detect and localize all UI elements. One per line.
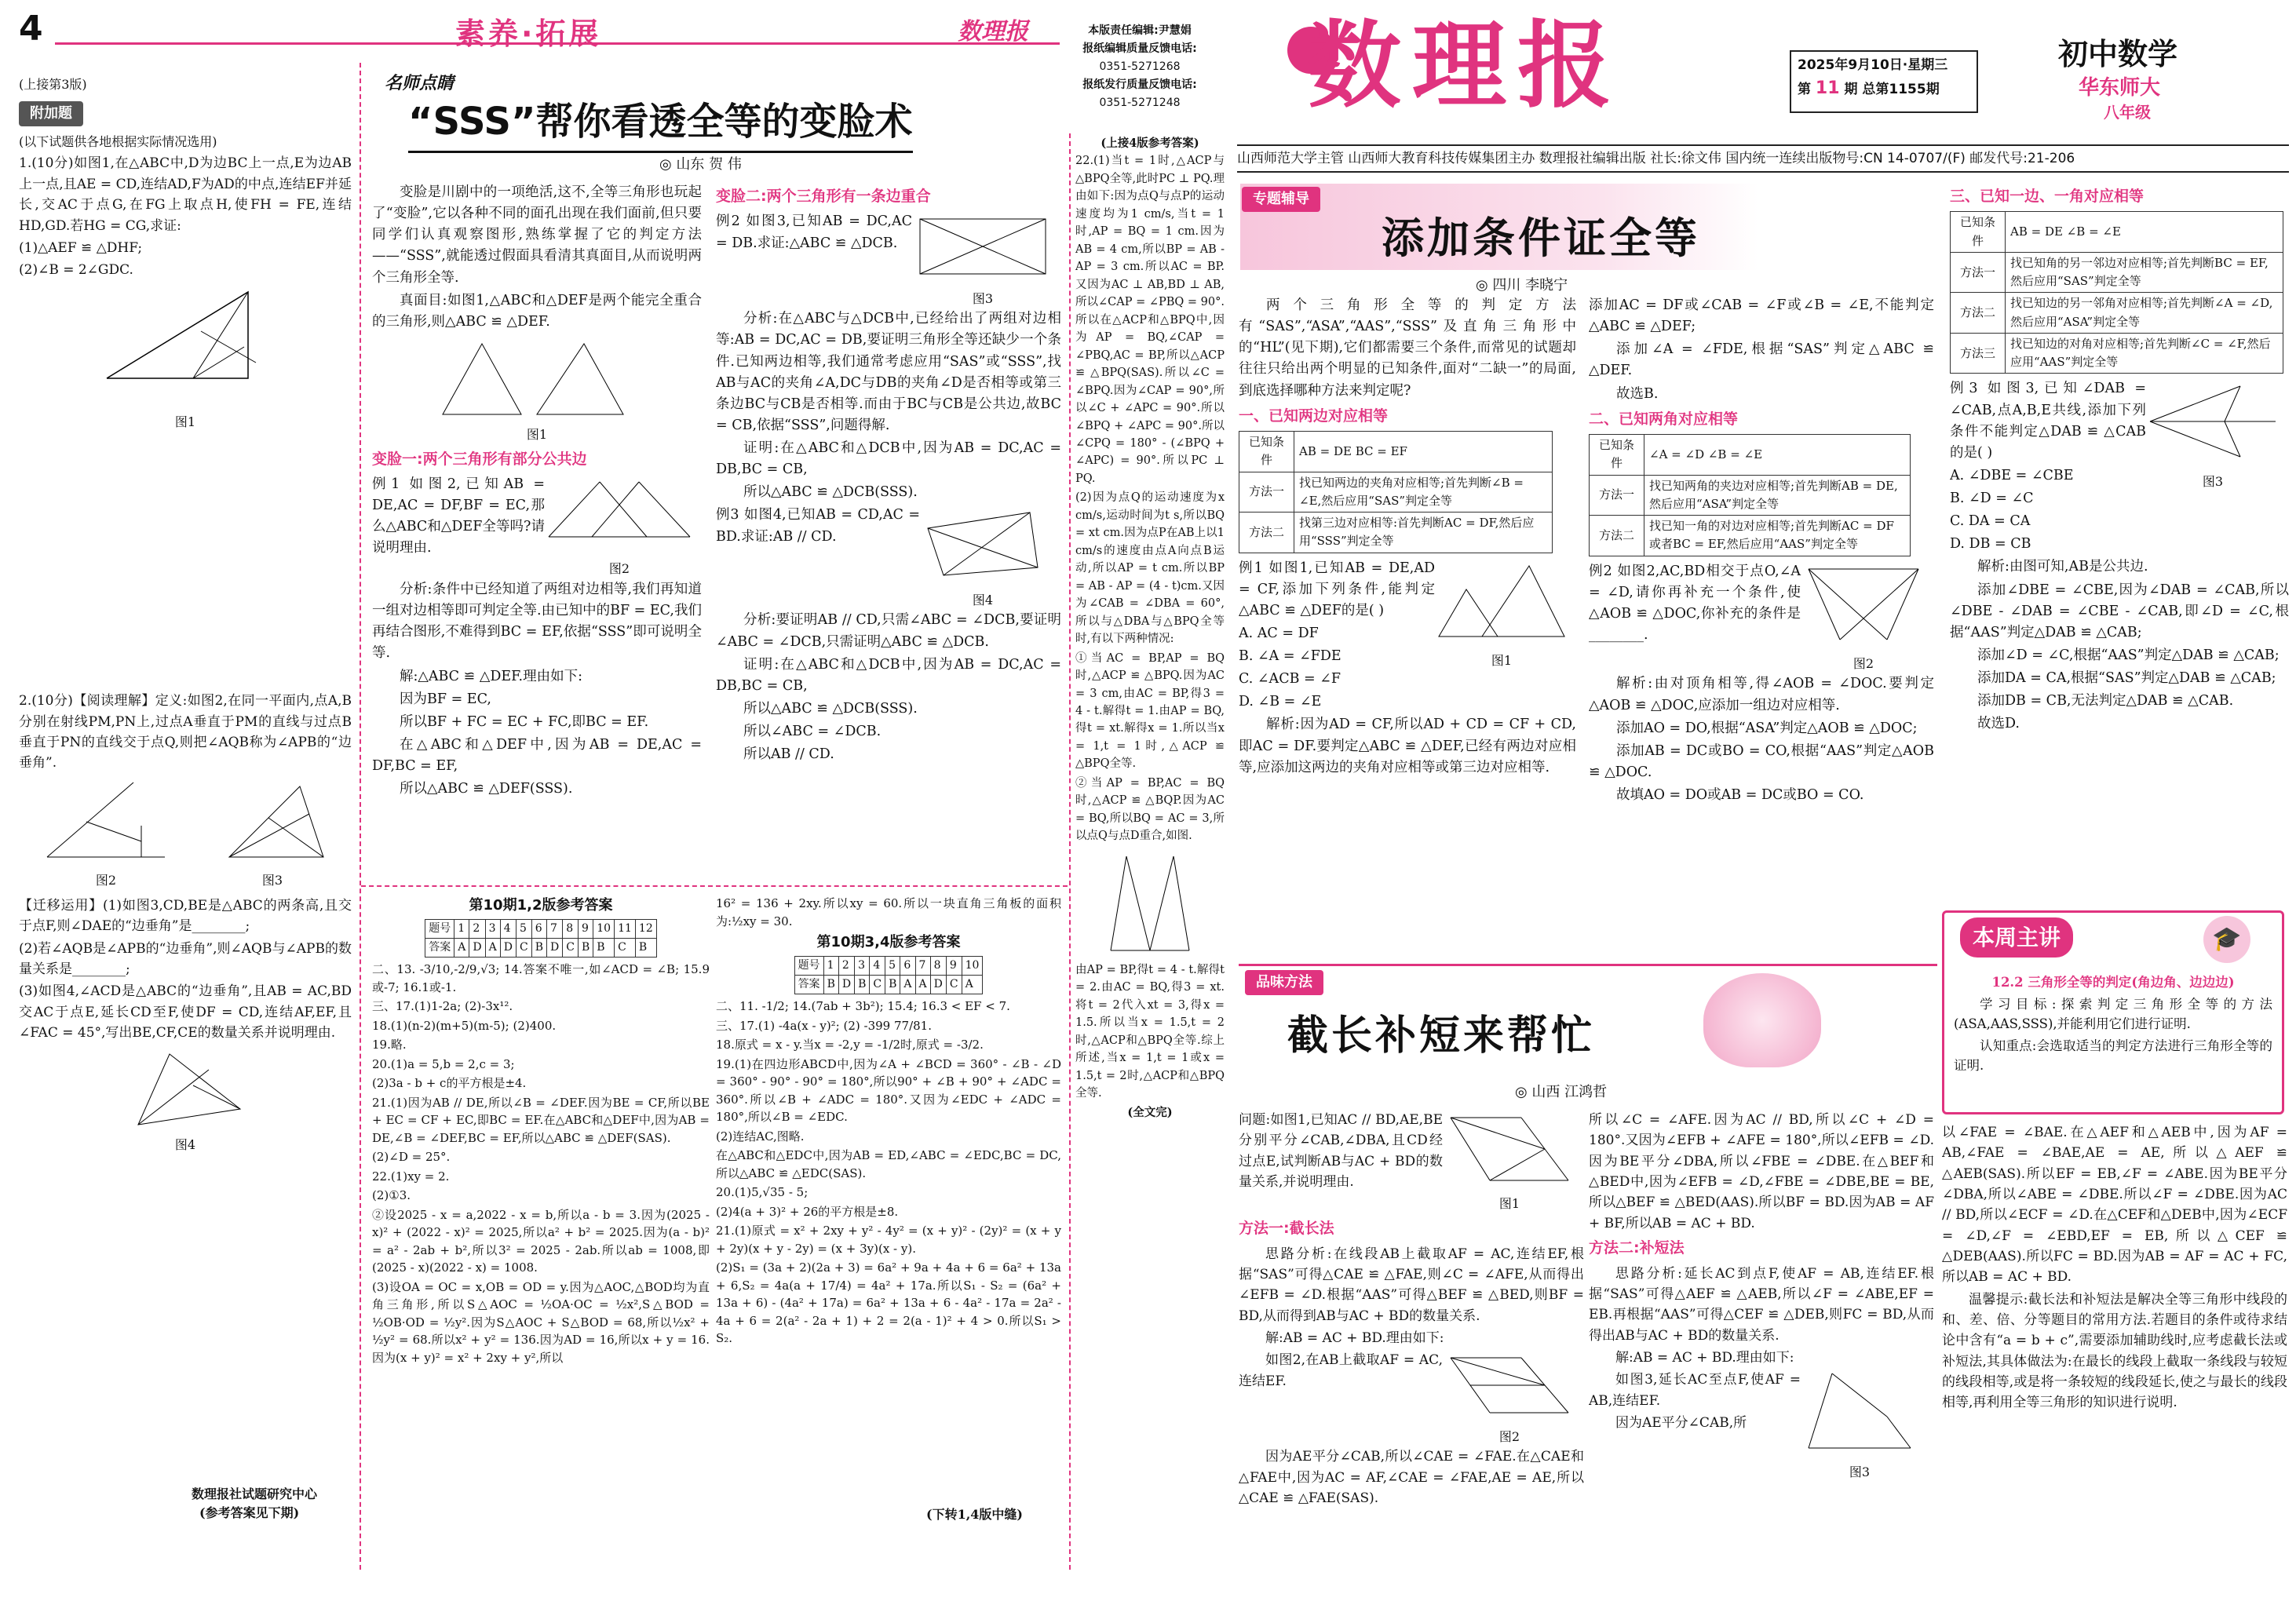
answer-cell: A (485, 939, 500, 958)
answer-line: (3)设OA = OC = x,OB = OD = y.因为△AOC,△BOD均为直角三角形,所以S△AOC = ½OA·OC = ½x²,S△BOD = ½OB·OD = ½y².因为S△AOC + S△BOD = 68,所以½x² + ½y² = 68.所以x² + y² = 136.因为AD = 16,所以x + y = 16.因为(x + y)² = x² + 2xy + y²,所以 (372, 1279, 710, 1365)
answer-cell: 7 (547, 920, 563, 939)
method-row-label: 方法三 (1951, 333, 2006, 374)
proof-3: 证明:在△ABC和△DCB中,因为AB = DC,AC = DB,BC = CB, (716, 656, 1061, 694)
solution-line: 添加DA = CA,根据“SAS”判定△DAB ≌ △CAB; (1977, 670, 2276, 687)
figure-q1 (99, 284, 272, 410)
method-row (1239, 432, 1553, 472)
answer-line: 22.(1)xy = 2. (372, 1169, 450, 1184)
answer-cell: B (823, 976, 838, 994)
solution-1d: 故选B. (1616, 385, 1659, 402)
feature-tag-label: 专题辅导 (1242, 187, 1320, 212)
answer-cell: B (578, 939, 593, 958)
method-step: 如图3,延长AC至点F,使AF = AB,连结EF. (1589, 1372, 1801, 1409)
answer-cell: C (870, 976, 885, 994)
edition: 华东师大 (2079, 76, 2161, 100)
answer-cell: 8 (930, 957, 946, 976)
feature-column-2 (1589, 295, 1934, 954)
method-row-content: 找第三边对应相等:首先判断AC = DF,然后应用“SSS”判定全等 (1294, 513, 1553, 553)
article-author: ◎ 山东 贺 伟 (659, 156, 742, 173)
method-author: ◎ 山西 江鸿哲 (1515, 1084, 1608, 1100)
answer-cell: 11 (615, 920, 636, 939)
method-table-3 (1950, 211, 2283, 374)
solution-2d: 故填AO = DO或AB = DC或BO = CO. (1616, 787, 1864, 804)
figure-caption: 图1 (1498, 1196, 1520, 1212)
method-row-label: 方法一 (1590, 475, 1644, 516)
method-row-content: 找已知边的对角对应相等;首先判断∠C = ∠F,然后应用“AAS”判定全等 (2006, 333, 2283, 374)
question-2c: (3)如图4,∠ACD是△ABC的“边垂角”,且AB = AC,BD交AC于点E,延长CD至F,使DF = CD,连结AF,EF,且∠FAC = 45°,写出BE,CF,CE的数量关系并说明理由. (19, 983, 352, 1041)
answer-cell: 12 (635, 920, 656, 939)
answer-line: 19.(1)在四边形ABCD中,因为∠A + ∠BCD = 360° - ∠B - ∠D = 360° - 90° - 90° = 180°,所以90° + ∠B + 90° + ∠ADC = 360°.所以∠B + ∠ADC = 180°.又因为∠EDC + ∠ADC = 180°,所以∠B = ∠EDC. (716, 1056, 1061, 1124)
choice-option: B. ∠A = ∠FDE (1239, 648, 1341, 665)
question-2b: (2)若∠AQB是∠APB的“边垂角”,则∠AQB与∠APB的数量关系是________; (19, 940, 352, 977)
solution-1a: 因为BF = EC, (400, 691, 491, 707)
answer-table-2 (794, 956, 984, 994)
method-row-label: 方法二 (1590, 516, 1644, 556)
choice-option: D. ∠B = ∠E (1239, 694, 1322, 710)
weekly-focus: 认知重点:会选取适当的判定方法进行三角形全等的证明. (1954, 1038, 2272, 1074)
method-step: 因为AE平分∠CAB,所 (1615, 1414, 1747, 1431)
proof-3b: 所以△ABC ≌ △DCB(SSS). (743, 700, 918, 717)
answer-cell: 10 (962, 957, 983, 976)
figure-caption: 图4 (972, 592, 994, 607)
method-rule (1239, 964, 1937, 966)
article-figure-1 (435, 336, 639, 422)
example-2: 例2 如图3,已知AB = DC,AC = DB.求证:△ABC ≌ △DCB. (716, 213, 912, 251)
method-row-content: 找已知边的另一邻角对应相等;首先判断∠A = ∠D,然后应用“ASA”判定全等 (2006, 293, 2283, 334)
answer-cell: 2 (838, 957, 854, 976)
choice-option: D. DB = CB (1950, 536, 2031, 553)
solution-1: 解析:因为AD = CF,所以AD + CD = CF + CD,即AC = DF.要判定△ABC ≌ △DEF,已经有两边对应相等,应添加这两边的夹角对应相等或第三边对应相等. (1239, 717, 1576, 775)
feature-figure-3 (2146, 378, 2280, 465)
answer-line: (2)①3. (372, 1188, 411, 1202)
method-row (1239, 472, 1553, 513)
section-title: 素养·拓展 (455, 16, 602, 51)
question-1a: (1)△AEF ≌ △DHF; (19, 239, 143, 256)
answer-line: (2)S₁ = (3a + 2)(2a + 3) = 6a² + 9a + 4a + 6 = 6a² + 13a + 6,S₂ = 4a(a + 17/4) = 4a² + 17a.所以S₁ - S₂ = (6a² + 13a + 6) - (4a² + 17a) = 6a² + 13a + 6 - 4a² - 17a = 2a² - 4a + 6 = 2(a² - 2a + 1) + 2 = 2(a - 1)² + 4 > 0.所以S₁ > S₂. (716, 1260, 1061, 1345)
question-2: 2.(10分)【阅读理解】定义:如图2,在同一平面内,点A,B分别在射线PM,PN上,过点A垂直于PM的直线与过点B垂直于PN的直线交于点Q,则把∠AQB称为∠APB的“边垂角”. (19, 693, 352, 771)
answer-cell: A (962, 976, 983, 994)
continued-from: (上接第3版) (19, 77, 87, 92)
feature-title: 添加条件证全等 (1382, 213, 1700, 263)
answer-cell: 1 (823, 957, 838, 976)
answer-cell: 6 (531, 920, 546, 939)
figure-caption: 图2 (608, 561, 630, 577)
solution-1c: 在△ABC和△DEF中,因为AB = DE,AC = DF,BC = EF, (372, 736, 702, 775)
solution-line: 添加DB = CB,无法判定△DAB ≌ △CAB. (1977, 693, 2234, 709)
feature-author: ◎ 四川 李晓宁 (1476, 277, 1568, 294)
figure-caption: 图2 (95, 873, 117, 888)
example-1: 例1 如图1,已知AB = DE,AD = CF,添加下列条件,能判定△ABC ≌ △DEF的是( ) (1239, 560, 1435, 618)
answer-cell: 2 (469, 920, 485, 939)
method-row-content: 找已知两角的夹边对应相等;首先判断AB = DE,然后应用“ASA”判定全等 (1644, 475, 1911, 516)
feature-figure-1 (1435, 558, 1568, 644)
proof-2: 证明:在△ABC和△DCB中,因为AB = DC,AC = DB,BC = CB, (716, 440, 1061, 478)
choice-option: B. ∠D = ∠C (1950, 491, 2034, 507)
publisher-line: 山西师范大学主管 山西师大教育科技传媒集团主办 数理报社编辑出版 社长:徐文伟 国内统一连续出版物号:CN 14-0707/(F) 邮发代号:21-206 (1237, 151, 2075, 166)
feature-tag (1242, 187, 1320, 212)
analysis-3: 分析:要证明AB // CD,只需∠ABC = ∠DCB,要证明∠ABC = ∠DCB,只需证明△ABC ≌ △DCB. (716, 612, 1061, 650)
answer-cell: 答案 (794, 976, 823, 994)
method-row (1951, 212, 2283, 253)
editor-line: 本版责任编辑:尹慧娟 (1088, 24, 1192, 37)
method-solution-1: 解:AB = AC + BD.理由如下: (1265, 1330, 1444, 1346)
article-title: “SSS”帮你看透全等的变脸术 (408, 93, 913, 153)
solution-3: 解析:由图可知,AB是公共边. (1977, 559, 2148, 575)
method-row-label: 方法一 (1239, 472, 1294, 513)
method-row-content: AB = DE ∠B = ∠E (2006, 212, 2283, 253)
answer-cell: A (454, 939, 469, 958)
column-tag: 名师点睛 (385, 74, 454, 93)
midstrip-figure (1103, 848, 1197, 958)
choice-option: A. AC = DF (1239, 625, 1319, 641)
addon-label: 附加题 (19, 101, 83, 126)
method-column-3 (1942, 1122, 2287, 1593)
answer-line: (2)连结AC,图略. (716, 1129, 805, 1144)
figure-caption: 图3 (1849, 1464, 1871, 1479)
solution-1b: 添加AC = DF或∠CAB = ∠F或∠B = ∠E,不能判定△ABC ≌ △DEF; (1589, 297, 1934, 335)
answer-cell: 题号 (425, 920, 454, 939)
brand-small: 数理报 (958, 18, 1028, 46)
method-row-content: 找已知两边的夹角对应相等;首先判断∠B = ∠E,然后应用“SAS”判定全等 (1294, 472, 1553, 513)
midstrip-text: 22.(1)当t = 1时,△ACP与△BPQ全等,此时PC ⊥ PQ.理由如下:因为点Q与点P的运动速度均为1 cm/s,当t = 1时,AP = BQ = 1 cm.因为AB = 4 cm,所以BP = AB - AP = 3 cm.所以AC = BP.又因为AC ⊥ AB,BD ⊥ AB,所以∠CAP = ∠PBQ = 90°.所以在△ACP和△BPQ中,因为AP = BQ,∠CAP = ∠PBQ,AC = BP,所以△ACP ≌ △BPQ(SAS).所以∠C = ∠BPQ.因为∠CAP = 90°,所以∠C + ∠APC = 90°.所以∠BPQ + ∠APC = 90°.所以∠CPQ = 180° - (∠BPQ + ∠APC) = 90°.所以PC ⊥ PQ. (1075, 155, 1225, 485)
method-heading: 方法二:补短法 (1589, 1239, 1685, 1257)
answer-cell: D (500, 939, 516, 958)
figure-q2 (39, 779, 173, 865)
answer-line: 三、17.(1) -4a(x - y)²; (2) -399 77/81. (716, 1018, 932, 1033)
method-step: 因为AE平分∠CAB,所以∠CAE = ∠FAE.在△CAE和△FAE中,因为AC = AF,∠CAE = ∠FAE,AE = AE,所以△CAE ≌ △FAE(SAS). (1239, 1449, 1584, 1507)
figure-caption: 图3 (261, 873, 283, 888)
subheading: 一、已知两边对应相等 (1239, 407, 1389, 425)
choice-option: C. DA = CA (1950, 513, 2031, 530)
addon-note: (以下试题供各地根据实际情况选用) (19, 133, 217, 149)
answer-line: 19.略. (372, 1038, 407, 1052)
method-row (1951, 333, 2283, 374)
method-tip: 温馨提示:截长法和补短法是解决全等三角形中线段的和、差、倍、分等题目的常用方法.若题目的条件或待求结论中含有“a = b + c”,需要添加辅助线时,应考虑截长法或补短法,其具体做法为:在最长的线段上截取一条线段与较短的线段相等,或是将一条较短的线段延长,使之与最长的线段相等,再利用全等三角形的知识进行说明. (1942, 1291, 2287, 1411)
method-column-1 (1239, 1110, 1584, 1581)
solution-line: 故选D. (1977, 716, 2020, 732)
method-column-2 (1589, 1110, 1934, 1581)
answer-cell: D (838, 976, 854, 994)
answer-cell: D (547, 939, 563, 958)
proof-2b: 所以△ABC ≌ △DCB(SSS). (743, 484, 918, 501)
answer-line: 二、13. -3/10,-2/9,√3; 14.答案不唯一,如∠ACD = ∠B; 15.9或-7; 16.1或-1. (372, 962, 710, 994)
subheading: 二、已知两角对应相等 (1589, 410, 1739, 428)
answer-cell: C (615, 939, 636, 958)
answer-line: ②设2025 - x = a,2022 - x = b,所以a - b = 3.因为(2025 - x)² + (2022 - x)² = 2025,所以a² + b² = 2025.因为(a - b)² = a² - 2ab + b²,所以3² = 2025 - 2ab.所以ab = 1008,即(2025 - x)(2022 - x) = 1008. (372, 1207, 710, 1275)
solution-2c: 添加AB = DC或BO = CO,根据“AAS”判定△AOB ≌ △DOC. (1589, 742, 1934, 780)
editor-box (1071, 22, 1209, 112)
method-step: 以∠FAE = ∠BAE.在△AEF和△AEB中,因为AF = AB,∠FAE = ∠BAE,AE = AE,所以△AEF ≌ △AEB(SAS).所以EF = EB,∠F = ∠ABE.因为BE平分∠DBA,所以∠ABE = ∠DBE.所以∠F = ∠DBE.因为AC // BD,所以∠ECF = ∠D.在△CEF和△DEB中,因为∠ECF = ∠D,∠F = ∠EBD,EF = EB,所以△CEF ≌ △DEB(AAS).所以FC = BD.因为AB = AF = AC + FC,所以AB = AC + BD. (1942, 1125, 2287, 1286)
method-row-label: 已知条件 (1951, 212, 2006, 253)
subheading: 变脸一:两个三角形有部分公共边 (372, 450, 587, 468)
answer-cell: 9 (578, 920, 593, 939)
method-row (1239, 513, 1553, 553)
answer-cell: 8 (563, 920, 579, 939)
midstrip-text: 由AP = BP,得t = 4 - t.解得t = 2.由AC = BQ,得3 = xt.将t = 2代入xt = 3,得x = 1.5.所以当x = 1.5,t = 2时,△ACP和△BPQ全等.综上所述,当x = 1,t = 1或x = 1.5,t = 2时,△ACP和△BPQ全等. (1075, 963, 1225, 1100)
answer-cell: B (855, 976, 870, 994)
issue-date: 2025年9月10日·星期三 (1798, 57, 1948, 73)
answer-cell: 9 (946, 957, 962, 976)
question-1: 1.(10分)如图1,在△ABC中,D为边BC上一点,E为边AB上一点,且AE = CD,连结AD,F为AD的中点,连结EF并延长,交AC于点G,在FG上取点H,使FH = FE,连结HD,GD.若HG = CG,求证: (19, 155, 352, 234)
answer-cell: B (593, 939, 615, 958)
midstrip-text: ②当AP = BP,AC = BQ时,△ACP ≌ △BQP.因为AC = BQ,所以BQ = AC = 3,所以点Q与点D重合,如图. (1075, 776, 1225, 843)
grade: 八年级 (2104, 103, 2151, 122)
solution-1c: 添加∠A = ∠FDE,根据“SAS”判定△ABC ≌ △DEF. (1589, 341, 1934, 379)
weekly-badge: 本周主讲 (1960, 917, 2073, 958)
subject: 初中数学 (2058, 37, 2178, 71)
solution-1d: 所以△ABC ≌ △DEF(SSS). (400, 781, 573, 797)
editor-line: 报纸编辑质量反馈电话: (1082, 42, 1197, 55)
method-row-label: 已知条件 (1590, 435, 1644, 476)
article-figure-3 (912, 211, 1053, 282)
weekly-topic: 12.2 三角形全等的判定(角边角、边边边) (1991, 975, 2235, 990)
answers-title: 第10期3,4版参考答案 (816, 934, 961, 950)
example-3: 例3 如图4,已知AB = CD,AC = BD.求证:AB // CD. (716, 507, 920, 545)
method-row (1951, 293, 2283, 334)
method-row-content: 找已知一角的对边对应相等;首先判断AC = DF或者BC = EF,然后应用“AAS”判定全等 (1644, 516, 1911, 556)
issue-box (1790, 50, 1978, 113)
answer-cell: C (946, 976, 962, 994)
question-2-transfer: 【迁移运用】(1)如图3,CD,BE是△ABC的两条高,且交于点F,则∠DAE的“边垂角”是________; (19, 897, 352, 935)
midstrip-end: (全文完) (1127, 1105, 1173, 1119)
article-intro: 变脸是川剧中的一项绝活,这不,全等三角形也玩起了“变脸”,它以各种不同的面孔出现在我们面前,但只要同学们认真观察图形,熟练掌握了它的判定方法——“SSS”,就能透过假面具看清其真面目,从而说明两个三角形全等. (372, 184, 702, 286)
answer-cell: 4 (500, 920, 516, 939)
figure-caption: 图1 (1491, 652, 1513, 668)
editor-line: 0351-5271248 (1099, 97, 1181, 109)
editor-line: 报纸发行质量反馈电话: (1082, 78, 1197, 91)
method-idea-2: 思路分析:延长AC到点F,使AF = AB,连结EF.根据“SAS”可得△AEF ≌ △AEB,所以∠F = ∠ABE,EF = EB.再根据“AAS”可得△CEF ≌ △DEB,则FC = BD,从而得出AB与AC + BD的数量关系. (1589, 1265, 1934, 1344)
answer-cell: 6 (900, 957, 915, 976)
example-1: 例1 如图2,已知AB = DE,AC = DF,BF = EC,那么△ABC和△DEF全等吗?请说明理由. (372, 476, 545, 556)
method-row-content: ∠A = ∠D ∠B = ∠E (1644, 435, 1911, 476)
method-figure-2 (1443, 1350, 1576, 1421)
column-divider (1069, 133, 1071, 1570)
answer-cell: A (900, 976, 915, 994)
answer-line: 二、11. -1/2; 14.(7ab + 3b²); 15.4; 16.3 < EF < 7. (716, 999, 1010, 1013)
subheading: 三、已知一边、一角对应相等 (1950, 188, 2145, 205)
feature-figure-2 (1801, 561, 1926, 647)
answer-line: 20.(1)a = 5,b = 2,c = 3; (372, 1056, 515, 1071)
answer-cell: 5 (516, 920, 531, 939)
answer-line: (2)∠D = 25°. (372, 1150, 451, 1164)
method-idea-1: 思路分析:在线段AB上截取AF = AC,连结EF,根据“SAS”可得△CAE ≌ △FAE,则∠C = ∠AFE,从而得出∠EFB = ∠D.根据“AAS”可得△BEF ≌ △BED,则BF = BD,从而得到AB与AC + BD的数量关系. (1239, 1246, 1584, 1324)
answer-cell: D (930, 976, 946, 994)
issue-number-line (1798, 75, 1970, 102)
answer-cell: A (915, 976, 930, 994)
answer-line: 在△ABC和△EDC中,因为AB = ED,∠ABC = ∠EDC,BC = DC,所以△ABC ≌ △EDC(SAS). (716, 1148, 1061, 1180)
answer-cell: 5 (885, 957, 900, 976)
figure-caption: 图2 (1852, 655, 1874, 671)
editor-line: 0351-5271268 (1099, 60, 1181, 73)
figure-caption: 图4 (174, 1137, 196, 1153)
method-row-label: 已知条件 (1239, 432, 1294, 472)
article-column-2 (716, 182, 1061, 888)
answer-cell: B (635, 939, 656, 958)
answer-line: 三、17.(1)1-2a; (2)-3x¹². (372, 999, 513, 1013)
answer-cell: D (469, 939, 485, 958)
issue-number: 11 (1815, 78, 1840, 99)
figure-caption: 图1 (174, 414, 196, 429)
proof-3d: 所以AB // CD. (743, 746, 834, 763)
example-2: 例2 如图2,AC,BD相交于点O,∠A = ∠D,请你再补充一个条件,使△AOB ≌ △DOC,你补充的条件是________. (1589, 563, 1801, 643)
figure-q3 (214, 779, 331, 865)
midstrip-title: (上接4版参考答案) (1101, 137, 1199, 150)
method-row-content: 找已知角的另一邻边对应相等;首先判断BC = EF,然后应用“SAS”判定全等 (2006, 252, 2283, 293)
answer-line: 20.(1)5,√35 - 5; (716, 1185, 809, 1199)
feature-intro: 两个三角形全等的判定方法有“SAS”,“ASA”,“AAS”,“SSS”及直角三角形中的“HL”(见下期),它们都需要三个条件,而常见的试题却往往只给出两个明显的已知条件,面对“二缺一”的局面,到底选择哪种方法来判定呢? (1239, 297, 1576, 399)
method-step: 如图2,在AB上截取AF = AC,连结EF. (1239, 1352, 1443, 1389)
answer-line: 18.(1)(n-2)(m+5)(m-5); (2)400. (372, 1018, 557, 1033)
solution-2: 解析:由对顶角相等,得∠AOB = ∠DOC.要判定△AOB ≌ △DOC,应添加一组边对应相等. (1589, 676, 1934, 713)
method-title: 截长补短来帮忙 (1287, 1012, 1596, 1060)
article-truth: 真面目:如图1,△ABC和△DEF是两个能完全重合的三角形,则△ABC ≌ △DEF. (372, 292, 702, 330)
answer-cell: C (563, 939, 579, 958)
page-number: 4 (19, 9, 43, 49)
addon-column (19, 75, 352, 1567)
method-table-1 (1239, 431, 1553, 553)
analysis-1: 分析:条件中已经知道了两组对边相等,我们再知道一组对边相等即可判定全等.由已知中的BF = EC,我们再结合图形,不难得到BC = EF,依据“SSS”即可说明全等. (372, 582, 702, 662)
footer-center: 数理报社试题研究中心 (192, 1486, 318, 1501)
answer-cell: 10 (593, 920, 615, 939)
solution-line: 添加∠D = ∠C,根据“AAS”判定△DAB ≌ △CAB; (1977, 647, 2280, 663)
article-figure-2 (545, 474, 694, 553)
answer-cell: 7 (915, 957, 930, 976)
analysis-2: 分析:在△ABC与△DCB中,已经给出了两组对边相等:AB = DC,AC = DB,要证明三角形全等还缺少一个条件.已知两边相等,我们通常考虑应用“SAS”或“SSS”,找AB与AC的夹角∠A,DC与DB的夹角∠D是否相等或第三条边BC与CB是否相等.而由于BC与CB是公共边,故BC = CB,依据“SSS”,问题得解. (716, 311, 1061, 433)
answer-cell: B (885, 976, 900, 994)
answer-cell: 1 (454, 920, 469, 939)
choice-option: A. ∠DBE = ∠CBE (1950, 467, 2074, 483)
question-1b: (2)∠B = 2∠GDC. (19, 262, 133, 279)
bulb-icon (1703, 973, 1821, 1067)
middle-strip (1075, 135, 1225, 1501)
answer-cell: B (531, 939, 546, 958)
issue-suffix: 期 总第1155期 (1844, 82, 1940, 98)
feature-column-3 (1950, 182, 2289, 904)
figure-caption: 图3 (972, 290, 994, 306)
method-row-content: AB = DE BC = EF (1294, 432, 1553, 472)
feature-column-1 (1239, 295, 1576, 954)
method-figure-1 (1443, 1110, 1576, 1188)
method-row (1951, 252, 2283, 293)
answers-10-3-4 (716, 895, 1061, 1570)
method-heading: 方法一:截长法 (1239, 1220, 1334, 1238)
solution-line: 添加∠DBE = ∠CBE,因为∠DAB = ∠CAB,所以∠DBE - ∠DAB = ∠CBE - ∠CAB,即∠D = ∠C,根据“AAS”判定△DAB ≌ △CAB; (1950, 582, 2289, 640)
method-row (1590, 435, 1911, 476)
method-tag-label: 品味方法 (1245, 970, 1323, 995)
answer-cell: 3 (485, 920, 500, 939)
answer-line: 18.原式 = x - y.当x = -2,y = -1/2时,原式 = -3/2. (716, 1038, 984, 1052)
method-solution-2: 解:AB = AC + BD.理由如下: (1615, 1349, 1794, 1366)
answer-cell: 4 (870, 957, 885, 976)
issue-label: 第 (1798, 82, 1811, 98)
method-step: 所以∠C = ∠AFE.因为AC // BD,所以∠C + ∠D = 180°.又因为∠EFB + ∠AFE = 180°,所以∠EFB = ∠D.因为BE平分∠DBA,所以∠FBE = ∠DBE.在△BEF和△BED中,因为∠EFB = ∠D,∠FBE = ∠DBE,BE = BE,所以△BEF ≌ △BED(AAS).所以BF = BD.因为AB = AF + BF,所以AB = AC + BD. (1589, 1112, 1934, 1231)
method-tag (1245, 970, 1323, 995)
answer-cell: 3 (855, 957, 870, 976)
answers-10-1-2 (372, 895, 710, 1570)
weekly-goal: 学习目标:探索判定三角形全等的方法(ASA,AAS,SSS),并能利用它们进行证明. (1954, 996, 2272, 1032)
midstrip-text: (2)因为点Q的运动速度为x cm/s,运动时间为t s,所以BQ = xt cm.因为点P在AB上以1 cm/s的速度由点A向点B运动,所以AP = t cm.所以BP = AB - AP = (4 - t)cm.又因为∠CAB = ∠DBA = 60°,所以与△DBA与△BPQ全等时,有以下两种情况: (1075, 491, 1225, 646)
method-problem: 问题:如图1,已知AC // BD,AE,BE分别平分∠CAB,∠DBA,且CD经过点E,试判断AB与AC + BD的数量关系,并说明理由. (1239, 1112, 1443, 1191)
solution-2b: 添加AO = DO,根据“ASA”判定△AOB ≌ △DOC; (1616, 720, 1918, 736)
example-3: 例3 如图3,已知∠DAB = ∠CAB,点A,B,E共线,添加下列条件不能判定△DAB ≌ △CAB的是( ) (1950, 381, 2146, 461)
solution-1b: 所以BF + FC = EC + FC,即BC = EF. (400, 713, 649, 730)
article-column-1 (372, 182, 702, 888)
method-figure-3 (1801, 1370, 1918, 1456)
column-divider (360, 63, 361, 1570)
figure-q4 (122, 1046, 248, 1133)
method-row (1590, 475, 1911, 516)
midstrip-text: ①当AC = BP,AP = BQ时,△ACP ≌ △BPQ.因为AC = 3 cm,由AC = BP,得3 = 4 - t.解得t = 1.由AP = BQ,得t = xt.解得x = 1.所以当x = 1,t = 1时,△ACP ≌ △BPQ全等. (1075, 651, 1225, 771)
masthead: 数理报 (1307, 10, 1623, 121)
answer-line: (2)3a - b + c的平方根是±4. (372, 1076, 527, 1090)
answers-title: 第10期1,2版参考答案 (469, 897, 613, 914)
method-row-label: 方法二 (1239, 513, 1294, 553)
figure-caption: 图1 (526, 426, 548, 442)
figure-caption: 图2 (1498, 1428, 1520, 1444)
answer-line: 21.(1)因为AB // DE,所以∠B = ∠DEF.因为BE = CF,所以BE + EC = CF + EC,即BC = EF.在△ABC和△DEF中,因为AB = DE,∠B = ∠DEF,BC = EF,所以△ABC ≌ △DEF(SAS). (372, 1095, 710, 1145)
publisher-bar (1237, 144, 2289, 173)
method-table-2 (1589, 434, 1911, 556)
method-row-label: 方法二 (1951, 293, 2006, 334)
solution-1: 解:△ABC ≌ △DEF.理由如下: (400, 668, 582, 684)
subheading: 变脸二:两个三角形有一条边重合 (716, 188, 931, 205)
method-row-label: 方法一 (1951, 252, 2006, 293)
answer-cell: 答案 (425, 939, 454, 958)
answer-line: (2)4(a + 3)² + 26的平方根是±8. (716, 1204, 899, 1219)
mascot-icon: 🎓 (2203, 916, 2250, 963)
proof-3c: 所以∠ABC = ∠DCB. (743, 724, 882, 740)
answers-footer: (下转1,4版中缝) (926, 1507, 1023, 1522)
footer-note: (参考答案见下期) (199, 1505, 300, 1520)
answer-table-1 (425, 919, 656, 958)
choice-option: C. ∠ACB = ∠F (1239, 671, 1341, 688)
answer-line: 21.(1)原式 = x² + 2xy + y² - 4y² = (x + y)² - (2y)² = (x + y + 2y)(x + y - 2y) = (x + 3y)(x - y). (716, 1224, 1061, 1256)
figure-caption: 图3 (2202, 473, 2224, 489)
method-row (1590, 516, 1911, 556)
article-figure-4 (920, 505, 1046, 583)
answer-cell: 题号 (794, 957, 823, 976)
weekly-box (1942, 910, 2284, 1114)
answer-continued: 16² = 136 + 2xy.所以xy = 60.所以一块直角三角板的面积为:½xy = 30. (716, 896, 1061, 928)
answer-cell: C (516, 939, 531, 958)
